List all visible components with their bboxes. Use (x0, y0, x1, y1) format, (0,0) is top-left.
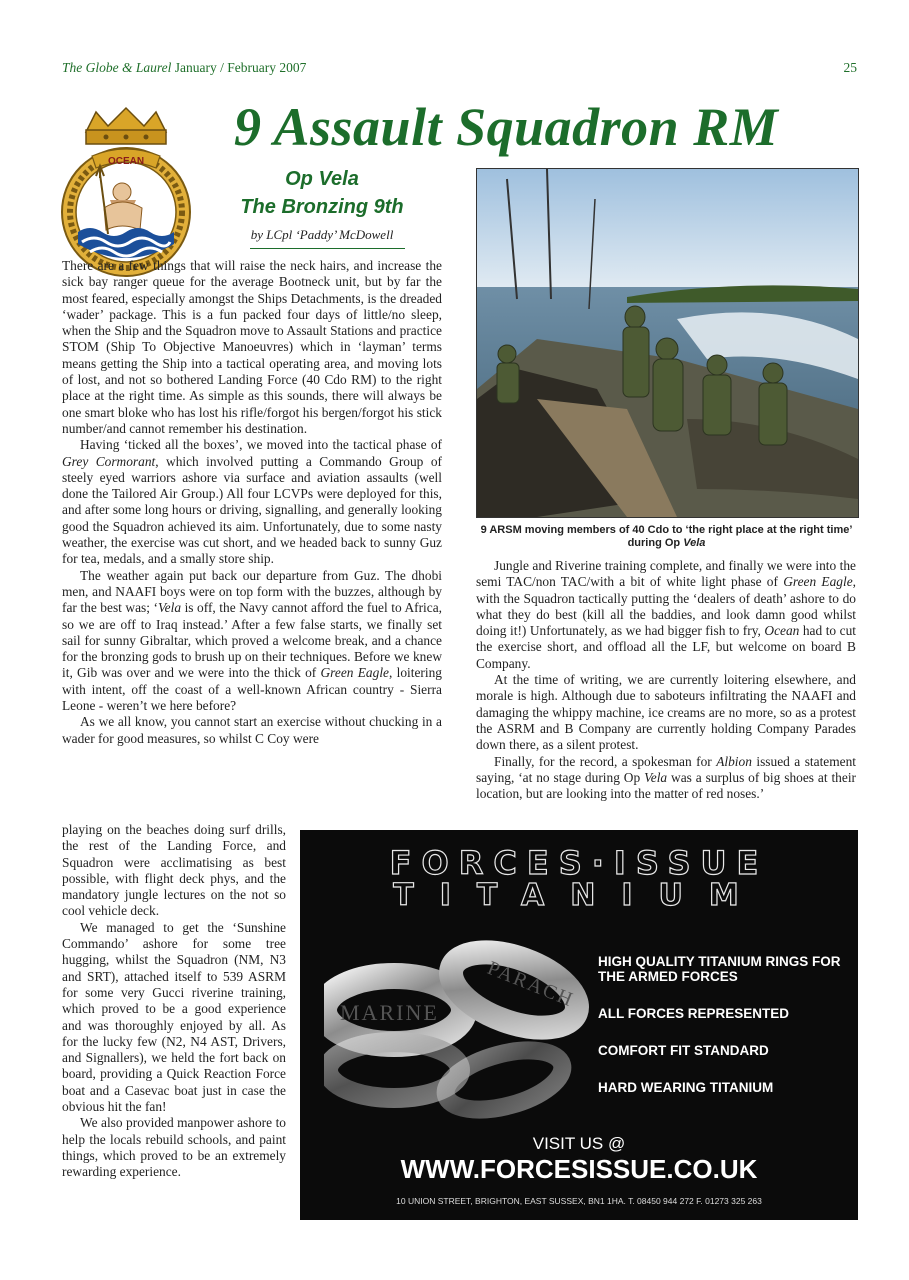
article-column-left (62, 258, 442, 747)
subhead-op-vela: Op Vela (285, 168, 359, 190)
svg-text:MARINE: MARINE (340, 1000, 439, 1025)
byline: by LCpl ‘Paddy’ McDowell (250, 227, 394, 242)
paragraph-4-end: playing on the beaches doing surf drills, the rest of the Landing Force, and Squadron were acclimatising as best possible, with flight deck phys, and the mandatory jungle lectures on the not so cool vehicle deck. (62, 822, 286, 919)
running-header (62, 60, 306, 76)
advert-feature-comfort: COMFORT FIT STANDARD (598, 1043, 769, 1058)
advert-feature-quality: HIGH QUALITY TITANIUM RINGS FOR THE ARMED FORCES (598, 954, 841, 984)
subhead-bronzing: The Bronzing 9th (240, 196, 404, 218)
paragraph-7: Jungle and Riverine training complete, and finally we were into the semi TAC/non TAC/with a bit of white light phase of Green Eagle, with the Squadron tactically putting the ‘dealers of death’ ashore to do what they do best (kill all the baddies, and look damn good whilst doing it!) Unfortunately, as we had bigger fish to fry, Ocean had to cut the exercise short, and offload all the LF, but welcome on board B Company. (476, 558, 856, 671)
paragraph-2: Having ‘ticked all the boxes’, we moved into the tactical phase of Grey Cormorant, which involved putting a Commando Group of steely eyed warriors ashore via surface and aviation assaults (well done the Tailored Air Group.) All four LCVPs were deployed for this, and after some long hours or driving, signalling, and generally looking good the Squadron achieved its aim. Unfortunately, due to some nasty weather, the exercise was cut short, and we headed back to sunny Guz for tea, medals, and a smally store ship. (62, 437, 442, 567)
paragraph-4-start: As we all know, you cannot start an exercise without chucking in a wader for good measures, so whilst C Coy were (62, 714, 442, 746)
landing-craft-photo (476, 168, 859, 518)
advert-brand: FORCES·ISSUE (389, 844, 769, 882)
paragraph-6: We also provided manpower ashore to help the locals rebuild schools, and paint things, which proved to be an extremely rewarding experience. (62, 1115, 286, 1180)
page-number: 25 (843, 60, 857, 75)
article-column-left-narrow (62, 822, 286, 1181)
publication-name: The Globe & Laurel (62, 60, 172, 75)
titanium-rings-icon (324, 920, 594, 1130)
advert-address: 10 UNION STREET, BRIGHTON, EAST SUSSEX, BN1 1HA. T. 08450 944 272 F. 01273 325 263 (396, 1196, 762, 1206)
paragraph-5: We managed to get the ‘Sunshine Commando’ ashore for some tree hugging, whilst the Squadron (NM, N3 and SRT), attached itself to 539 ASRM for some very Gucci riverine training, which proved to be a good experience and was thoroughly enjoyed by all. As for the lucky few (N2, N4 AST, Drivers, and Signallers), we held the fort back on board, providing a Quick Reaction Force boat and a Casevac boat just in case the obvious hit the fan! (62, 919, 286, 1115)
photo-caption: 9 ARSM moving members of 40 Cdo to ‘the right place at the right time’ during Op Vela (480, 524, 853, 549)
advert-url-link[interactable]: WWW.FORCESISSUE.CO.UK (400, 1154, 758, 1184)
forces-issue-advert[interactable] (300, 830, 858, 1220)
advert-feature-titanium: HARD WEARING TITANIUM (598, 1080, 774, 1095)
advert-subbrand: TITANIUM (393, 878, 765, 913)
paragraph-1: There are a few things that will raise the neck hairs, and increase the sick bay ranger queue for the average Bootneck unit, but by far the most feared, especially amongst the Ships Detachments, is the dreaded ‘wader’ package. This is a fun packed four days of little/no sleep, when the Ship and the Squadron move to Assault Stations and practice STOM (Ship To Objective Manoeuvres) which in ‘layman’ terms means getting the Ship into a tactical operating area, and moving lots of lost, and not so bothered Landing Force (40 Cdo RM) to the right place at the right time. As simple as this sounds, there will always be one smart bloke who has lost his rifle/forgot his bergen/forgot his stick number/and cannot remember his destination. (62, 258, 442, 436)
advert-feature-forces: ALL FORCES REPRESENTED (598, 1006, 790, 1021)
badge-ship-name: OCEAN (107, 156, 145, 167)
article-column-right (476, 558, 856, 802)
paragraph-8: At the time of writing, we are currently loitering elsewhere, and morale is high. Although due to saboteurs infiltrating the NAAFI and damaging the whippy machine, ice creams are no more, so as a protest the ASRM and B Company are currently holding Company Parades down there, as a silent protest. (476, 672, 856, 753)
advert-visit-text: VISIT US @ (532, 1134, 626, 1153)
paragraph-9: Finally, for the record, a spokesman for Albion issued a statement saying, ‘at no stage during Op Vela was a surplus of big shoes at their location, but are looking into the matter of red noses.’ (476, 753, 857, 802)
byline-rule (250, 248, 405, 249)
issue-date: January / February 2007 (174, 60, 307, 75)
article-title: 9 Assault Squadron RM (234, 97, 779, 157)
paragraph-3: The weather again put back our departure from Guz. The dhobi men, and NAAFI boys were on top form with the buzzes, although by far the best was; ‘Vela is off, the Navy cannot afford the fuel to Africa, so we are off to Iraq instead.’ After a few false starts, we finally set sail for sunny Gibraltar, which proved a welcome break, and a chance for the bronzing gods to brush up on their techniques. Before we knew it, Gib was over and we were into the thick of Green Eagle, loitering with intent, off the coast of a well-known African country - Sierra Leone - weren’t we here before? (62, 567, 443, 714)
svg-text:PARACH: PARACH (484, 956, 578, 1012)
hms-ocean-badge (56, 104, 196, 284)
naval-crown-icon (86, 108, 166, 144)
